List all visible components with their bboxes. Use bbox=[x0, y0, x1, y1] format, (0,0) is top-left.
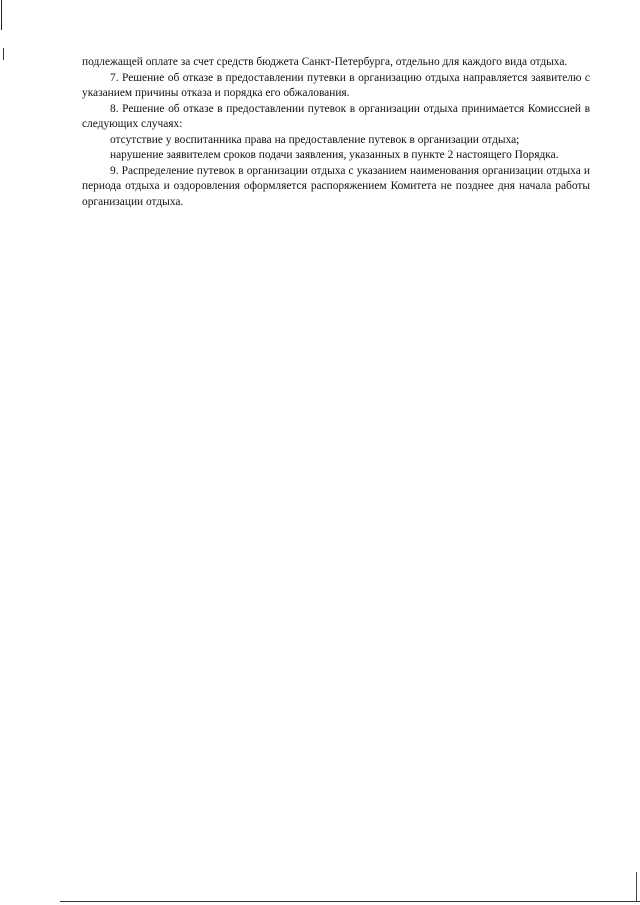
scan-edge-left bbox=[1, 0, 2, 30]
document-body bbox=[82, 55, 590, 210]
scan-mark bbox=[3, 48, 4, 60]
paragraph-continuation: подлежащей оплате за счет средств бюджета Санкт-Петербурга, отдельно для каждого вида отдыха. bbox=[82, 56, 568, 68]
paragraph-8-case-1: отсутствие у воспитанника права на предоставление путевок в организации отдыха; bbox=[110, 133, 520, 146]
scan-edge-right bbox=[636, 872, 637, 902]
paragraph-8: 8. Решение об отказе в предоставлении путевок в организации отдыха принимается Комиссией в следующих случаях: bbox=[82, 102, 590, 130]
scan-edge-bottom bbox=[60, 901, 640, 902]
paragraph-8-case-2: нарушение заявителем сроков подачи заявления, указанных в пункте 2 настоящего Порядка. bbox=[110, 149, 559, 161]
paragraph-7: 7. Решение об отказе в предоставлении путевки в организацию отдыха направляется заявителю с указанием причины отказа и порядка его обжалования. bbox=[82, 71, 590, 99]
paragraph-9: 9. Распределение путевок в организации отдыха с указанием наименования организации отдыха и периода отдыха и оздоровления оформляется распоряжением Комитета не позднее дня начала работы организации отдыха. bbox=[82, 164, 590, 208]
